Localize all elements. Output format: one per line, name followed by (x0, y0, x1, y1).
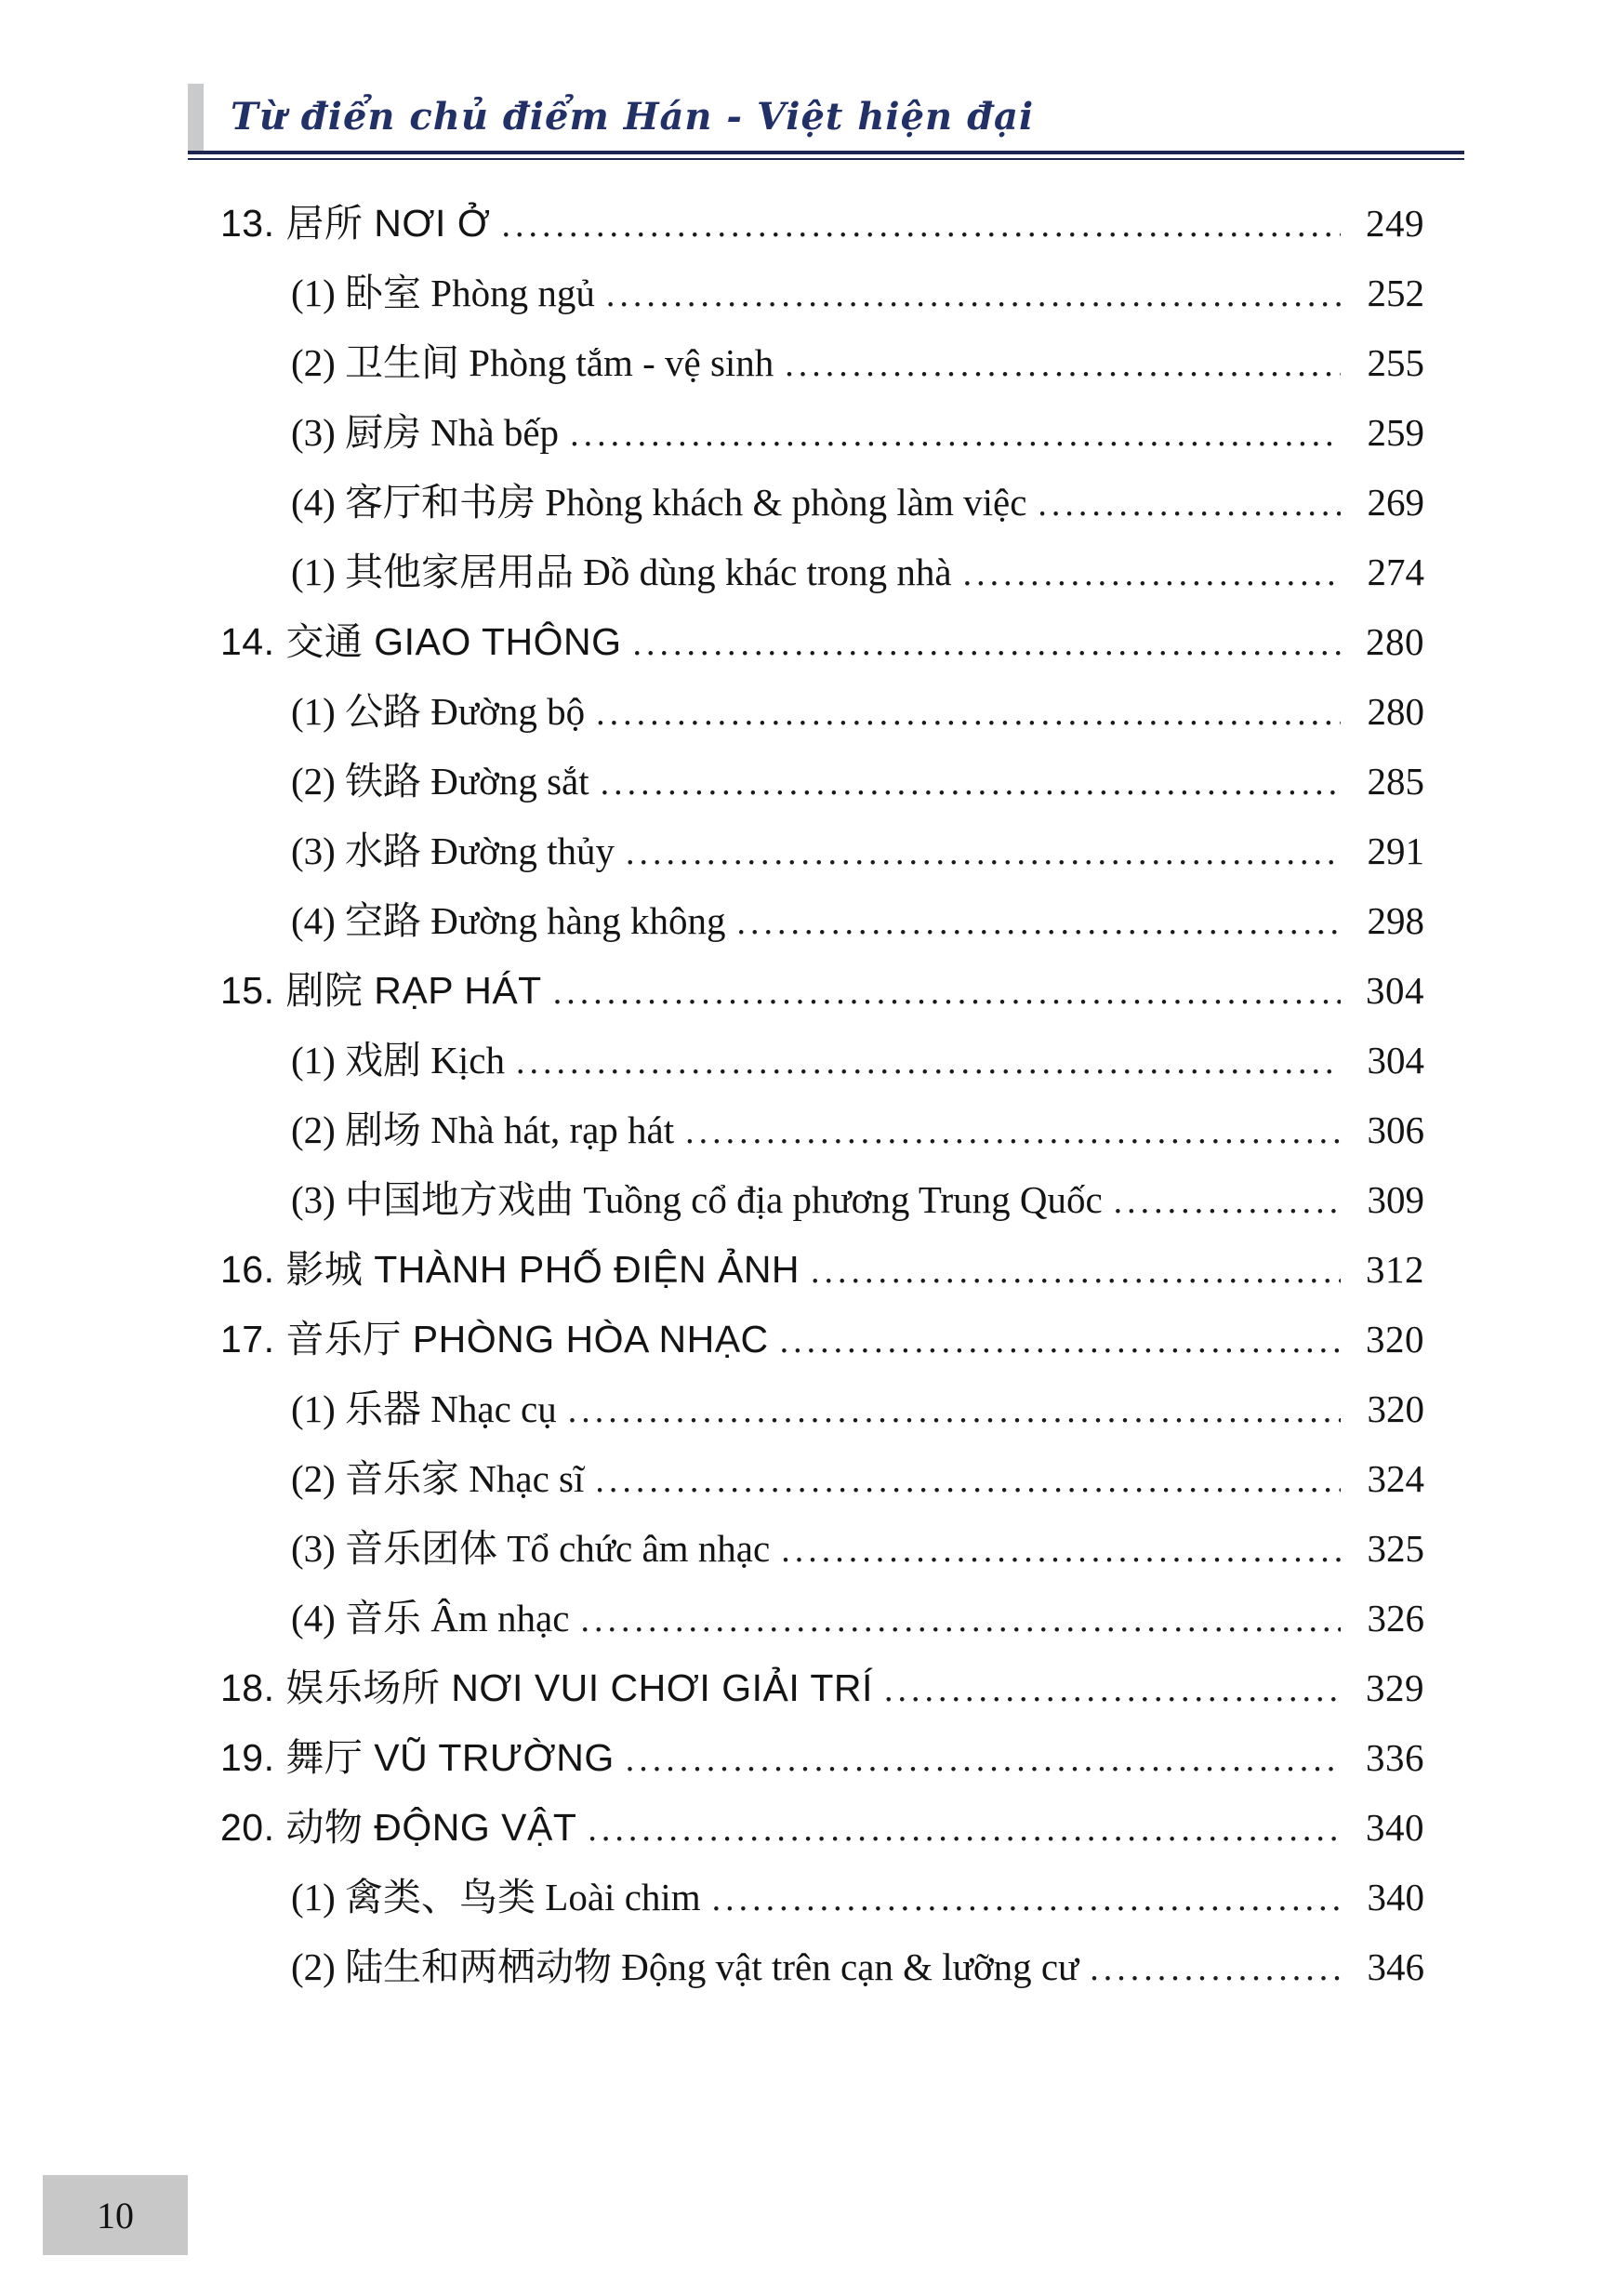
toc-entry-label: (4) 音乐 Âm nhạc (291, 1597, 570, 1639)
header-divider (188, 151, 1464, 160)
dot-leader (1038, 482, 1341, 523)
dot-leader (785, 342, 1341, 383)
toc-entry (220, 342, 1424, 383)
toc-entry-page: 298 (1367, 899, 1424, 942)
toc-entry (220, 1598, 1424, 1639)
toc-entry (220, 1179, 1424, 1220)
toc-entry (220, 1249, 1424, 1290)
toc-entry-page: 312 (1366, 1248, 1424, 1291)
toc-entry-page: 346 (1367, 1945, 1424, 1988)
toc-entry-label: 18. 娱乐场所 NƠI VUI CHƠI GIẢI TRÍ (220, 1666, 873, 1709)
toc-entry (220, 482, 1424, 523)
dot-leader (570, 412, 1341, 453)
toc-entry-label: (1) 乐器 Nhạc cụ (291, 1387, 557, 1430)
dot-leader (626, 1737, 1341, 1778)
toc-entry (220, 1388, 1424, 1429)
toc-entry-page: 304 (1366, 969, 1424, 1012)
toc-entry-label: (3) 厨房 Nhà bếp (291, 411, 560, 454)
toc-entry (220, 551, 1424, 592)
dot-leader (601, 761, 1341, 802)
toc-entry-label: (3) 水路 Đường thủy (291, 829, 615, 872)
toc-entry-label: (4) 客厅和书房 Phòng khách & phòng làm việc (291, 481, 1027, 524)
dot-leader (588, 1807, 1341, 1848)
dot-leader (685, 1109, 1341, 1150)
dot-leader (553, 970, 1341, 1011)
dot-leader (626, 830, 1341, 871)
dot-leader (580, 1598, 1341, 1639)
toc-entry-page: 336 (1366, 1736, 1424, 1779)
toc-entry-page: 309 (1367, 1178, 1424, 1221)
toc-entry-page: 304 (1367, 1039, 1424, 1082)
toc-entry (220, 1877, 1424, 1918)
toc-entry-page: 259 (1367, 411, 1424, 454)
dot-leader (781, 1528, 1341, 1569)
dot-leader (737, 900, 1341, 941)
toc-entry-page: 340 (1366, 1806, 1424, 1849)
header-accent-bar (188, 84, 204, 151)
dot-leader (596, 691, 1341, 732)
toc-entry-label: 16. 影城 THÀNH PHỐ ĐIỆN ẢNH (220, 1248, 800, 1291)
toc-entry-label: (2) 铁路 Đường sắt (291, 760, 589, 803)
toc-entry (220, 970, 1424, 1011)
toc-entry-label: (3) 音乐团体 Tổ chức âm nhạc (291, 1527, 771, 1570)
page-number: 10 (97, 2194, 134, 2236)
toc-entry-page: 255 (1367, 341, 1424, 384)
toc-entry-page: 340 (1367, 1876, 1424, 1918)
table-of-contents (220, 203, 1424, 1987)
toc-entry (220, 761, 1424, 802)
toc-entry (220, 203, 1424, 244)
toc-entry-label: (3) 中国地方戏曲 Tuồng cổ địa phương Trung Quốc (291, 1178, 1103, 1221)
toc-entry (220, 1667, 1424, 1708)
toc-entry-page: 326 (1367, 1597, 1424, 1639)
toc-entry (220, 1807, 1424, 1848)
toc-entry-label: 19. 舞厅 VŨ TRƯỜNG (220, 1736, 615, 1779)
toc-entry (220, 1737, 1424, 1778)
toc-entry (220, 621, 1424, 662)
toc-entry (220, 272, 1424, 313)
toc-entry-page: 252 (1367, 272, 1424, 314)
toc-entry (220, 1319, 1424, 1360)
dot-leader (780, 1319, 1341, 1360)
toc-entry-label: 15. 剧院 RẠP HÁT (220, 969, 542, 1012)
dot-leader (568, 1388, 1341, 1429)
toc-entry-label: (1) 公路 Đường bộ (291, 690, 586, 733)
dot-leader (963, 551, 1341, 592)
toc-entry-page: 324 (1367, 1457, 1424, 1500)
dot-leader (884, 1667, 1341, 1708)
dot-leader (1114, 1179, 1341, 1220)
toc-entry (220, 1109, 1424, 1150)
toc-entry-page: 274 (1367, 551, 1424, 593)
page-number-block (43, 2175, 188, 2255)
toc-entry (220, 691, 1424, 732)
toc-entry (220, 1946, 1424, 1987)
page-header (188, 82, 1464, 160)
toc-entry-page: 320 (1366, 1318, 1424, 1360)
dot-leader (516, 1040, 1341, 1081)
toc-entry-label: (1) 戏剧 Kịch (291, 1039, 506, 1082)
toc-entry-label: 14. 交通 GIAO THÔNG (220, 620, 622, 663)
toc-entry-page: 325 (1367, 1527, 1424, 1570)
dot-leader (595, 1458, 1341, 1499)
toc-entry-page: 269 (1367, 481, 1424, 524)
toc-entry-page: 285 (1367, 760, 1424, 803)
dot-leader (811, 1249, 1341, 1290)
toc-entry-label: (2) 剧场 Nhà hát, rạp hát (291, 1108, 675, 1151)
toc-entry-page: 320 (1367, 1387, 1424, 1430)
toc-entry-label: 13. 居所 NƠI Ở (220, 202, 491, 245)
toc-entry (220, 1458, 1424, 1499)
book-title: Từ điển chủ điểm Hán - Việt hiện đại (231, 94, 1035, 139)
toc-entry (220, 900, 1424, 941)
dot-leader (501, 203, 1341, 244)
toc-entry-label: (2) 卫生间 Phòng tắm - vệ sinh (291, 341, 774, 384)
toc-entry-page: 249 (1366, 202, 1424, 245)
toc-entry (220, 1528, 1424, 1569)
dot-leader (1090, 1946, 1341, 1987)
toc-entry (220, 1040, 1424, 1081)
toc-entry-label: (1) 其他家居用品 Đồ dùng khác trong nhà (291, 551, 952, 593)
toc-entry-page: 306 (1367, 1108, 1424, 1151)
toc-entry-label: 17. 音乐厅 PHÒNG HÒA NHẠC (220, 1318, 769, 1360)
toc-entry-label: (2) 陆生和两栖动物 Động vật trên cạn & lưỡng cư (291, 1945, 1079, 1988)
dot-leader (712, 1877, 1341, 1918)
toc-entry-label: (1) 卧室 Phòng ngủ (291, 272, 595, 314)
toc-entry (220, 412, 1424, 453)
toc-entry-label: 20. 动物 ĐỘNG VẬT (220, 1806, 577, 1849)
toc-entry-page: 291 (1367, 829, 1424, 872)
toc-entry-page: 280 (1367, 690, 1424, 733)
toc-entry-label: (2) 音乐家 Nhạc sĩ (291, 1457, 585, 1500)
dot-leader (606, 272, 1341, 313)
toc-entry-page: 280 (1366, 620, 1424, 663)
toc-entry (220, 830, 1424, 871)
dot-leader (633, 621, 1342, 662)
toc-entry-label: (4) 空路 Đường hàng không (291, 899, 726, 942)
toc-entry-page: 329 (1366, 1666, 1424, 1709)
toc-entry-label: (1) 禽类、鸟类 Loài chim (291, 1876, 701, 1918)
